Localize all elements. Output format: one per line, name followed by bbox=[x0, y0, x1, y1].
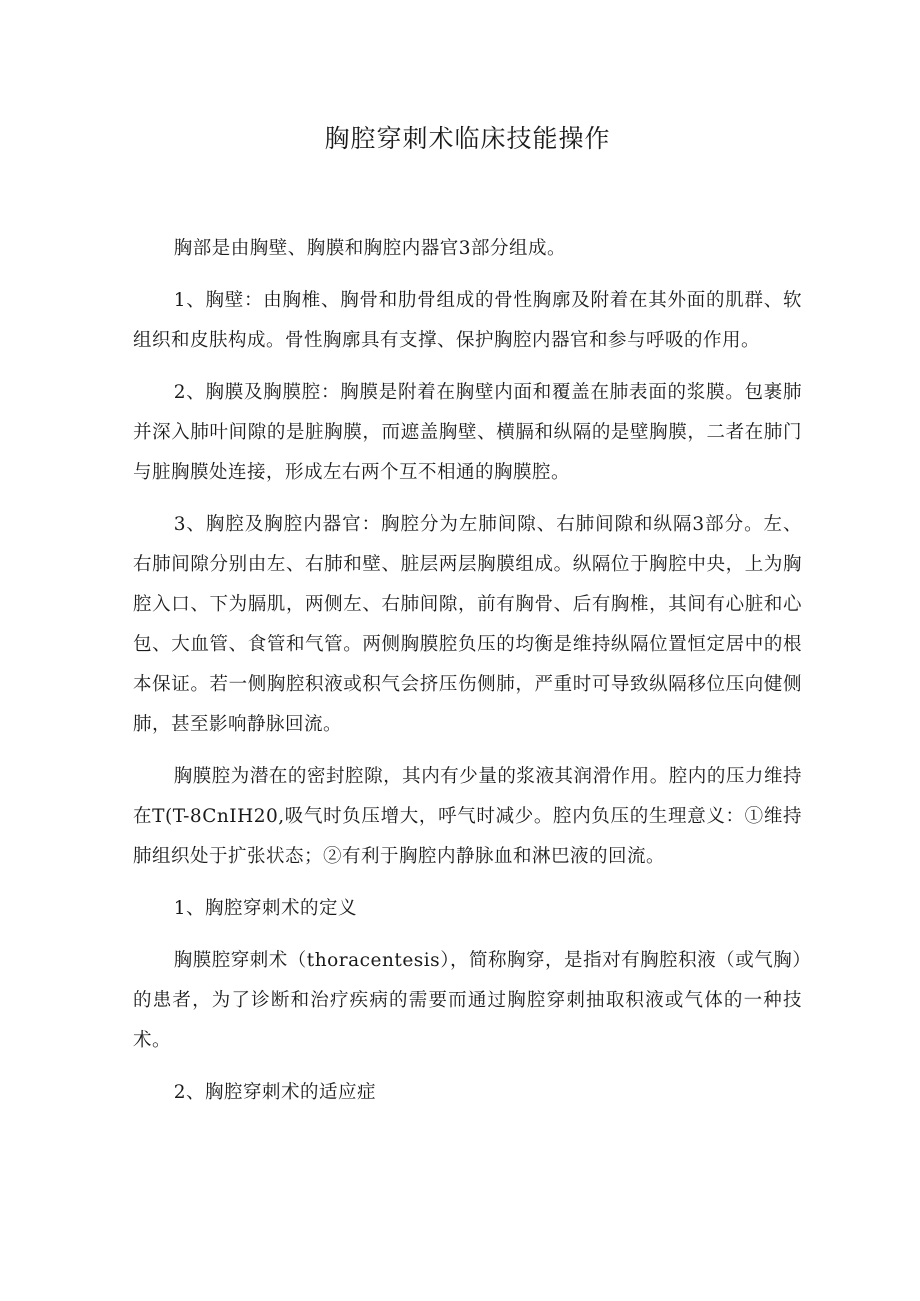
paragraph-pleural-cavity-pressure: 胸膜腔为潜在的密封腔隙，其内有少量的浆液其润滑作用。腔内的压力维持在T(T-8CnIH20,吸气时负压增大，呼气时减少。腔内负压的生理意义：①维持肺组织处于扩张状态；②有利于胸腔内静脉血和淋巴液的回流。 bbox=[133, 766, 802, 867]
paragraph-thoracic-cavity: 3、胸腔及胸腔内器官：胸腔分为左肺间隙、右肺间隙和纵隔3部分。左、右肺间隙分别由左、右肺和壁、脏层两层胸膜组成。纵隔位于胸腔中央，上为胸腔入口、下为膈肌，两侧左、右肺间隙，前有胸骨、后有胸椎，其间有心脏和心包、大血管、食管和气管。两侧胸膜腔负压的均衡是维持纵隔位置恒定居中的根本保证。若一侧胸腔积液或积气会挤压伤侧肺，严重时可导致纵隔移位压向健侧肺，甚至影响静脉回流。 bbox=[133, 514, 802, 735]
page-title: 胸腔穿刺术临床技能操作 bbox=[324, 124, 611, 153]
document-body bbox=[133, 229, 802, 1113]
paragraph-chest-wall: 1、胸壁：由胸椎、胸骨和肋骨组成的骨性胸廓及附着在其外面的肌群、软组织和皮肤构成。骨性胸廓具有支撑、保护胸腔内器官和参与呼吸的作用。 bbox=[133, 290, 802, 351]
section-heading-indications: 2、胸腔穿刺术的适应症 bbox=[173, 1082, 376, 1103]
paragraph-definition: 胸膜腔穿刺术（thoracentesis），简称胸穿，是指对有胸腔积液（或气胸）的患者，为了诊断和治疗疾病的需要而通过胸腔穿刺抽取积液或气体的一种技术。 bbox=[133, 950, 802, 1051]
paragraph-pleura: 2、胸膜及胸膜腔：胸膜是附着在胸壁内面和覆盖在肺表面的浆膜。包裹肺并深入肺叶间隙的是脏胸膜，而遮盖胸壁、横膈和纵隔的是壁胸膜，二者在肺门与脏胸膜处连接，形成左右两个互不相通的胸膜腔。 bbox=[133, 382, 802, 483]
section-heading-definition: 1、胸腔穿刺术的定义 bbox=[173, 898, 357, 919]
paragraph-chest-composition: 胸部是由胸壁、胸膜和胸腔内器官3部分组成。 bbox=[173, 238, 566, 259]
